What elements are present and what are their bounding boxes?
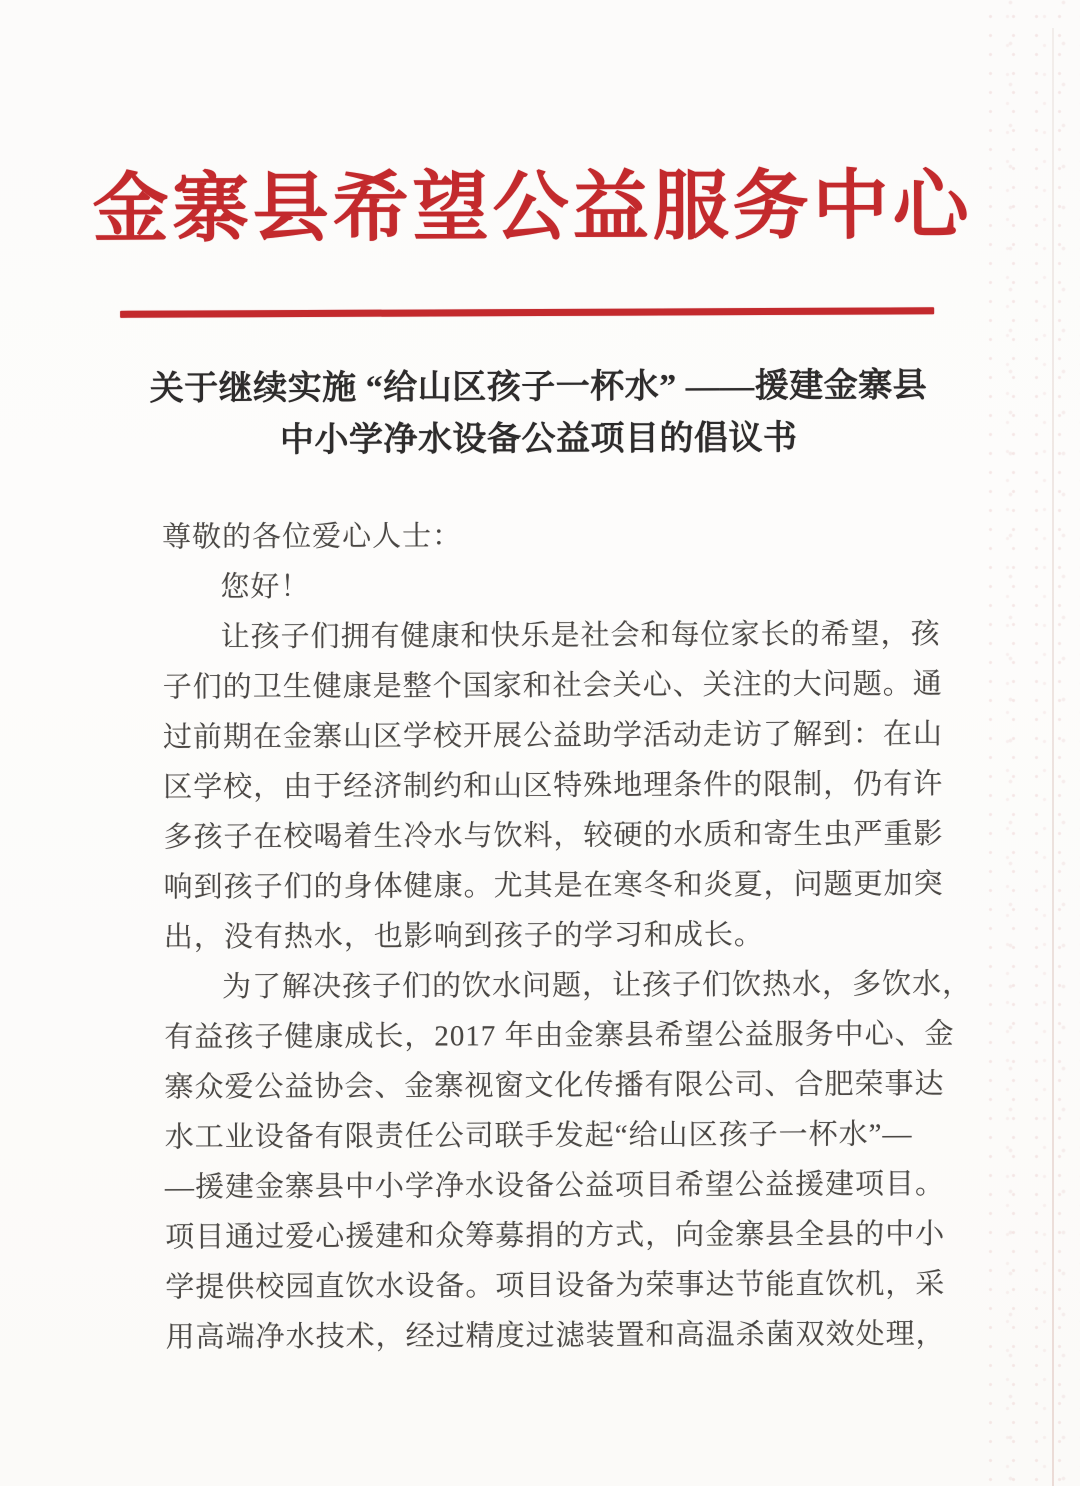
body-line: 尊敬的各位爱心人士：	[162, 520, 463, 554]
body-line: —援建金寨县中小学净水设备公益项目希望公益援建项目。	[164, 1168, 946, 1204]
body-line: 寨众爱公益协会、金寨视窗文化传播有限公司、合肥荣事达	[164, 1068, 945, 1104]
body-line: 多孩子在校喝着生冷水与饮料，较硬的水质和寄生虫严重影	[163, 818, 944, 854]
body-line: 用高端净水技术，经过精度过滤装置和高温杀菌双效处理，	[165, 1318, 946, 1354]
body-line: 您好！	[220, 571, 311, 604]
body-line: 让孩子们拥有健康和快乐是社会和每位家长的希望，孩	[220, 618, 941, 654]
body-line: 有益孩子健康成长，2017 年由金寨县希望公益服务中心、金	[164, 1018, 955, 1054]
body-line: 项目通过爱心援建和众筹募捐的方式，向金寨县全县的中小	[165, 1218, 946, 1254]
body-line: 学提供校园直饮水设备。项目设备为荣事达节能直饮机，采	[165, 1268, 946, 1304]
letterhead-divider-rule	[120, 307, 934, 318]
letter-body	[162, 509, 973, 1362]
letterhead-org-name: 金寨县希望公益服务中心	[92, 164, 973, 252]
body-line: 出，没有热水，也影响到孩子的学习和成长。	[163, 919, 764, 954]
body-line: 区学校，由于经济制约和山区特殊地理条件的限制，仍有许	[163, 768, 944, 804]
document-title-line-1: 关于继续实施 “给山区孩子一杯水” ——援建金寨县	[149, 367, 928, 408]
body-line: 为了解决孩子们的饮水问题，让孩子们饮热水，多饮水，	[221, 968, 973, 1004]
body-line: 过前期在金寨山区学校开展公益助学活动走访了解到：在山	[162, 718, 944, 754]
document-title-line-2: 中小学净水设备公益项目的倡议书	[279, 419, 798, 460]
document-title	[58, 360, 1018, 468]
body-line: 水工业设备有限责任公司联手发起“给山区孩子一杯水”—	[164, 1118, 913, 1154]
body-line: 子们的卫生健康是整个国家和社会关心、关注的大问题。通	[162, 668, 943, 704]
body-line: 响到孩子们的身体健康。尤其是在寒冬和炎夏，问题更加突	[163, 868, 944, 904]
